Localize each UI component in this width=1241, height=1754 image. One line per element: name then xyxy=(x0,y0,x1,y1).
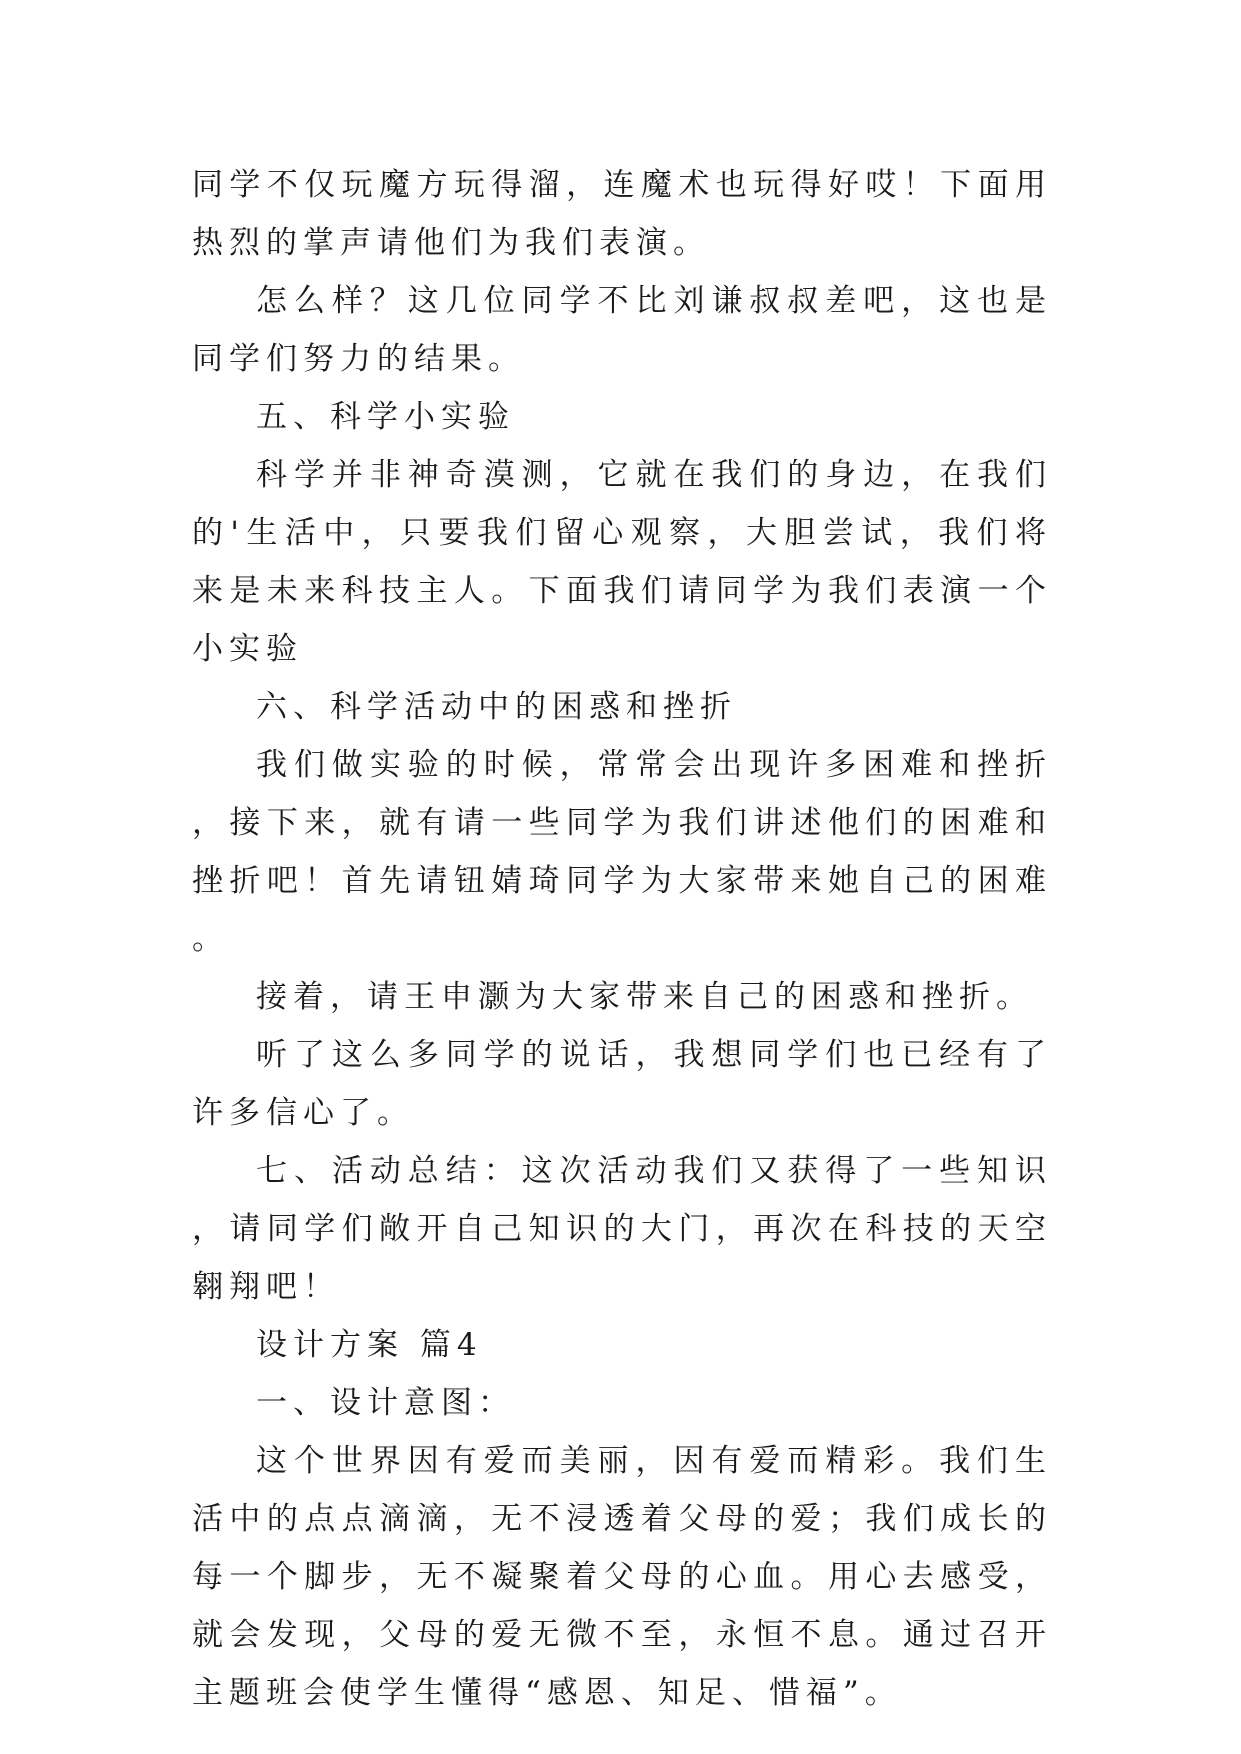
document-body xyxy=(192,156,1052,1722)
heading-science-experiment: 五、科学小实验 xyxy=(256,399,515,435)
paragraph-world-of-love: 这个世界因有爱而美丽，因有爱而精彩。我们生活中的点点滴滴，无不浸透着父母的爱；我们成长的每一个脚步，无不凝聚着父母的心血。用心去感受，就会发现，父母的爱无微不至，永恒不息。通过召开主题班会使学生懂得“感恩、知足、惜福”。 xyxy=(192,1443,1052,1711)
paragraph-science-around-us: 科学并非神奇漠测，它就在我们的身边，在我们的'生活中，只要我们留心观察，大胆尝试，我们将来是未来科技主人。下面我们请同学为我们表演一个小实验 xyxy=(192,457,1052,667)
heading-design-plan-4: 设计方案 篇4 xyxy=(256,1327,483,1363)
heading-activity-summary: 七、活动总结：这次活动我们又获得了一些知识，请同学们敞开自己知识的大门，再次在科技的天空翱翔吧！ xyxy=(192,1153,1052,1305)
heading-confusion-setbacks: 六、科学活动中的困惑和挫折 xyxy=(256,689,737,725)
paragraph-difficulties: 我们做实验的时候，常常会出现许多困难和挫折，接下来，就有请一些同学为我们讲述他们的困难和挫折吧！首先请钮婧琦同学为大家带来她自己的困难。 xyxy=(192,747,1052,957)
paragraph-confidence: 听了这么多同学的说话，我想同学们也已经有了许多信心了。 xyxy=(192,1037,1052,1131)
paragraph-effort-result: 怎么样？这几位同学不比刘谦叔叔差吧，这也是同学们努力的结果。 xyxy=(192,283,1052,377)
paragraph-magic-show: 同学不仅玩魔方玩得溜，连魔术也玩得好哎！下面用热烈的掌声请他们为我们表演。 xyxy=(192,167,1052,261)
heading-design-intent: 一、设计意图： xyxy=(256,1385,515,1421)
paragraph-wang-shenhao: 接着，请王申灏为大家带来自己的困惑和挫折。 xyxy=(256,979,1033,1015)
